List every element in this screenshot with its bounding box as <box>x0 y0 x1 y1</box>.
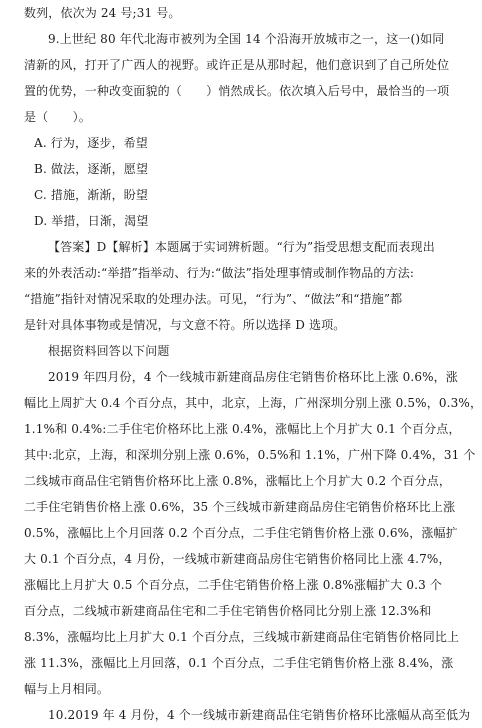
question-9-line: 9.上世纪 80 年代北海市被列为全国 14 个沿海开放城市之一，这一()如同 <box>48 32 445 46</box>
passage-line: 涨 11.3%，涨幅比上月回落，0.1 个百分点，二手住宅销售价格上涨 8.4%，涨 <box>24 656 454 670</box>
text-line: 置的优势，一种改变面貌的（ ）悄然成长。依次填入后号中，最恰当的一项 <box>24 84 450 98</box>
option-a: A. 行为，逐步，希望 <box>34 136 148 150</box>
question-10-line: 10.2019 年 4 月份，4 个一线城市新建商品住宅销售价格环比涨幅从高至低为 <box>48 708 471 722</box>
passage-line: 幅与上月相同。 <box>24 682 110 696</box>
passage-line: 二线城市商品住宅销售价格环比上涨 0.8%，涨幅比上个月扩大 0.2 个百分点， <box>24 474 452 488</box>
passage-line: 涨幅比上月扩大 0.5 个百分点，二手住宅销售价格上涨 0.8%涨幅扩大 0.3 个 <box>24 578 443 592</box>
text-line: 是（ ）。 <box>24 110 91 124</box>
passage-line: 百分点，二线城市新建商品住宅和二手住宅销售价格同比分别上涨 12.3%和 <box>24 604 432 618</box>
text-line: 数列，依次为 24 号;31 号。 <box>24 6 181 20</box>
text-line: 清新的风，打开了广西人的视野。或许正是从那时起，他们意识到了自己所处位 <box>24 58 450 72</box>
option-d: D. 举措，日渐，渴望 <box>34 214 149 228</box>
passage-line: 8.3%，涨幅均比上月扩大 0.1 个百分点，三线城市新建商品住宅销售价格同比上 <box>24 630 460 644</box>
passage-line: 大 0.1 个百分点，4 月份，一线城市新建商品房住宅销售价格同比上涨 4.7%， <box>24 552 451 566</box>
text-line: 来的外表活动:“举措”指举动、行为:“做法”指处理事情或制作物品的方法: <box>24 266 415 280</box>
section-heading: 根据资料回答以下问题 <box>48 344 170 358</box>
answer-line: 【答案】D【解析】本题属于实词辨析题。“行为”指受思想支配而表现出 <box>48 240 435 254</box>
text-line: “措施”指针对情况采取的处理办法。可见，“行为”、“做法”和“措施”都 <box>24 292 403 306</box>
option-b: B. 做法，逐渐，愿望 <box>34 162 149 176</box>
passage-line: 0.5%，涨幅比上个月回落 0.2 个百分点，二手住宅销售价格上涨 0.6%，涨幅扩 <box>24 526 458 540</box>
passage-line: 1.1%和 0.4%:二手住宅价格环比上涨 0.4%，涨幅比上个月扩大 0.1 个百分点， <box>24 422 461 436</box>
passage-line: 其中:北京，上海，和深圳分别上涨 0.6%，0.5%和 1.1%，广州下降 0.4%，31 个 <box>24 448 476 462</box>
text-line: 是针对具体事物或是情况，与文意不符。所以选择 D 选项。 <box>24 318 346 332</box>
passage-line: 2019 年四月份，4 个一线城市新建商品房住宅销售价格环比上涨 0.6%，涨 <box>48 370 458 384</box>
option-c: C. 措施，渐渐，盼望 <box>34 188 149 202</box>
passage-line: 幅比上周扩大 0.4 个百分点，其中，北京，上海，广州深圳分别上涨 0.5%，0.3%， <box>24 396 482 410</box>
passage-line: 二手住宅销售价格上涨 0.6%，35 个三线城市新建商品房住宅销售价格环比上涨 <box>24 500 456 514</box>
